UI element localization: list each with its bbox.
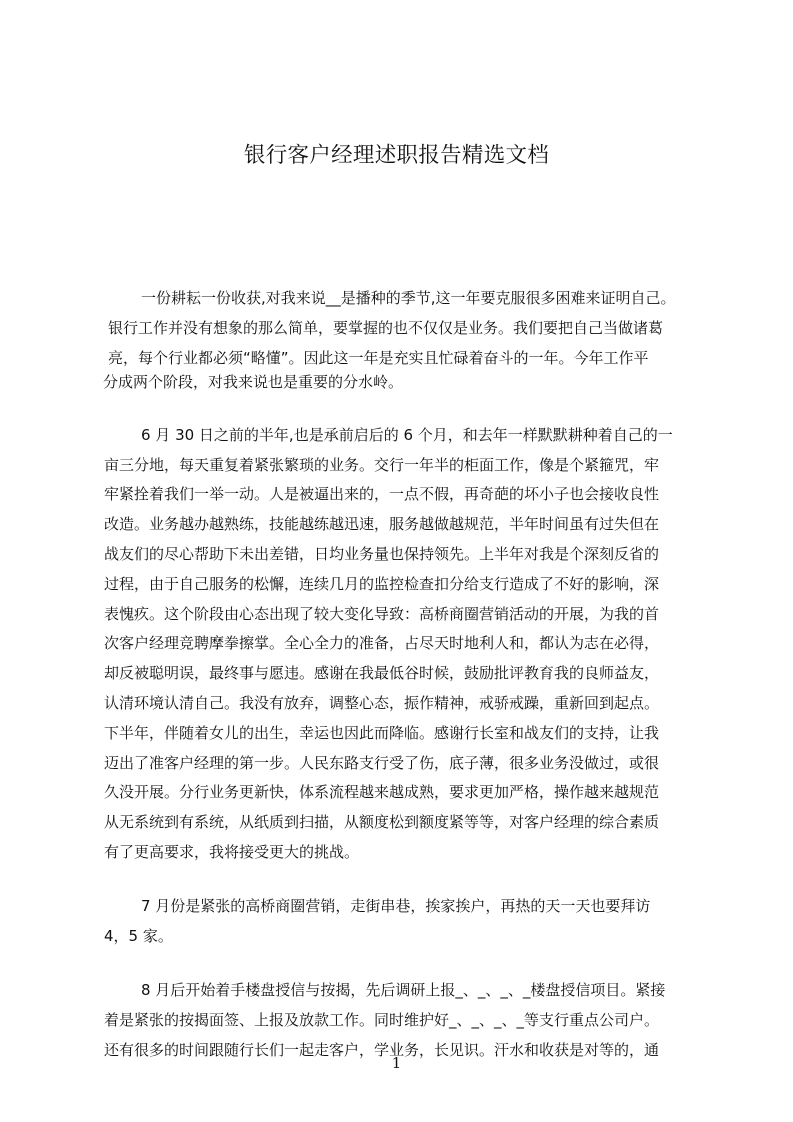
body-line: 一份耕耘一份收获,对我来说__是播种的季节,这一年要克服很多困难来证明自己。 (141, 289, 676, 307)
body-line: 从无系统到有系统，从纸质到扫描，从额度松到额度紧等等，对客户经理的综合素质 (104, 813, 660, 831)
body-line: 战友们的尽心帮助下未出差错，日均业务量也保持领先。上半年对我是个深刻反省的 (104, 545, 660, 563)
body-line: 下半年，伴随着女儿的出生，幸运也因此而降临。感谢行长室和战友们的支持，让我 (104, 724, 660, 742)
body-line: 6 月 30 日之前的半年,也是承前启后的 6 个月，和去年一样默默耕种着自己的一 (141, 426, 673, 444)
body-line: 8 月后开始着手楼盘授信与按揭，先后调研上报_、_、_、_楼盘授信项目。紧接 (141, 981, 666, 999)
body-line: 着是紧张的按揭面签、上报及放款工作。同时维护好_、_、_、_等支行重点公司户。 (104, 1011, 660, 1029)
body-line: 还有很多的时间跟随行长们一起走客户，学业务，长见识。汗水和收获是对等的，通 (104, 1041, 660, 1059)
body-line: 迈出了准客户经理的第一步。人民东路支行受了伤，底子薄，很多业务没做过，或很 (104, 754, 660, 772)
body-line: 改造。业务越办越熟练，技能越练越迅速，服务越做越规范，半年时间虽有过失但在 (104, 515, 660, 533)
body-line: 亩三分地，每天重复着紧张繁琐的业务。交行一年半的柜面工作，像是个紧箍咒，牢 (104, 456, 660, 474)
page-number: 1 (391, 1054, 402, 1072)
body-line: 久没开展。分行业务更新快，体系流程越来越成熟，要求更加严格，操作越来越规范 (104, 783, 660, 801)
body-line: 次客户经理竞聘摩拳擦掌。全心全力的准备，占尽天时地利人和，都认为志在必得， (104, 634, 660, 652)
body-line: 表愧疚。这个阶段由心态出现了较大变化导致：高桥商圈营销活动的开展，为我的首 (104, 605, 660, 623)
body-line: 过程，由于自己服务的松懈，连续几月的监控检查扣分给支行造成了不好的影响，深 (104, 575, 660, 593)
body-line: 7 月份是紧张的高桥商圈营销，走街串巷，挨家挨户，再热的天一天也要拜访 (141, 897, 651, 915)
body-line: 有了更高要求，我将接受更大的挑战。 (104, 843, 360, 861)
document-title: 银行客户经理述职报告精选文档 (243, 143, 550, 168)
body-line: 亮，每个行业都必须“略懂”。因此这一年是充实且忙碌着奋斗的一年。今年工作平 (108, 349, 649, 367)
body-line: 牢紧拴着我们一举一动。人是被逼出来的，一点不假，再奇葩的坏小子也会接收良性 (104, 485, 660, 503)
body-line: 却反被聪明误，最终事与愿违。感谢在我最低谷时候，鼓励批评教育我的良师益友， (104, 664, 660, 682)
body-line: 认清环境认清自己。我没有放弃，调整心态，振作精神，戒骄戒躁，重新回到起点。 (104, 694, 660, 712)
body-line: 4，5 家。 (104, 927, 173, 945)
body-line: 分成两个阶段，对我来说也是重要的分水岭。 (103, 373, 404, 391)
body-line: 银行工作并没有想象的那么简单，要掌握的也不仅仅是业务。我们要把自己当做诸葛 (108, 319, 664, 337)
